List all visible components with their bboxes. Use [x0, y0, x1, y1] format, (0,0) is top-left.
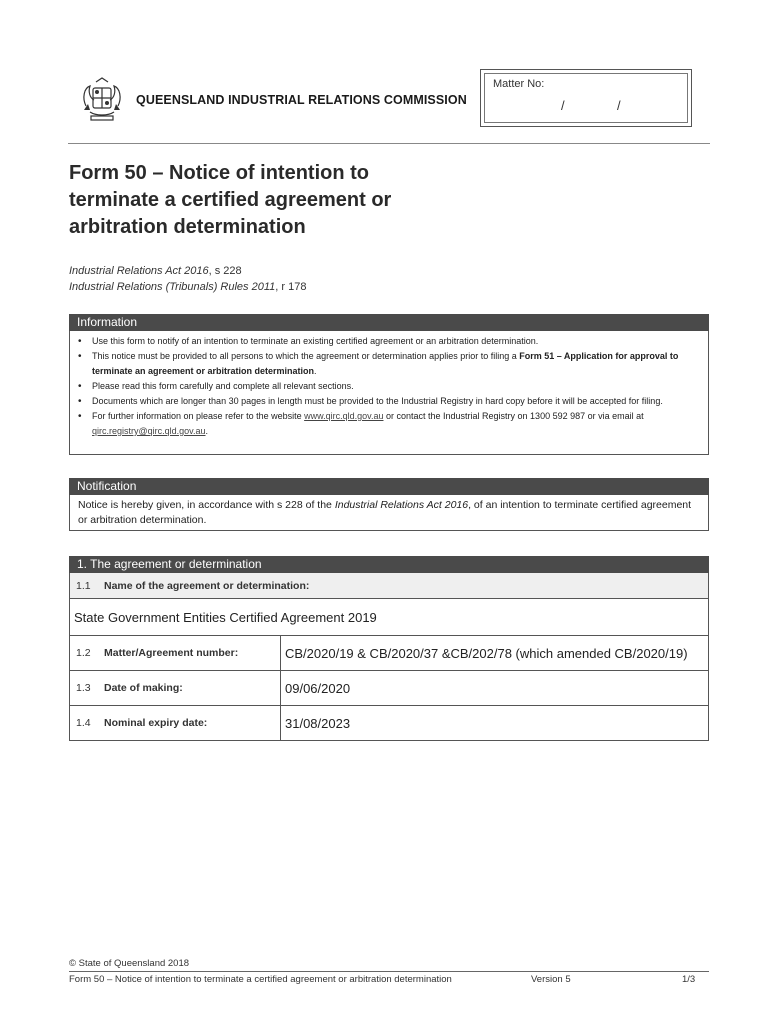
- list-item-text: This notice must be provided to all persons to which the agreement or determination applies prior to filing a: [92, 351, 520, 361]
- matter-number-box[interactable]: [480, 69, 692, 127]
- act-name: Industrial Relations Act 2016: [69, 265, 209, 277]
- nominal-expiry-date-label: [70, 706, 280, 740]
- list-item: [78, 409, 700, 439]
- nominal-expiry-date-field[interactable]: 31/08/2023: [280, 706, 708, 740]
- organisation-name: QUEENSLAND INDUSTRIAL RELATIONS COMMISSION: [136, 93, 467, 107]
- form-title: [69, 160, 489, 241]
- information-list: [70, 331, 708, 443]
- rules-name: Industrial Relations (Tribunals) Rules 2011: [69, 281, 276, 293]
- list-item-text: .: [314, 366, 317, 376]
- list-item-text: .: [205, 426, 209, 436]
- list-item-text: For further information on please refer to the website: [92, 411, 305, 421]
- matter-agreement-number-field[interactable]: CB/2020/19 & CB/2020/37 &CB/202/78 (which amended CB/2020/19): [280, 636, 708, 670]
- notification-heading: Notification: [69, 478, 709, 495]
- form-title-line: arbitration determination: [69, 216, 306, 238]
- notification-text: [70, 495, 708, 531]
- information-heading: Information: [69, 314, 709, 331]
- question-label: Nominal expiry date:: [104, 717, 208, 729]
- question-label: Name of the agreement or determination:: [104, 579, 310, 592]
- date-of-making-label: [70, 671, 280, 705]
- agreement-name-question: [69, 573, 709, 599]
- matter-number-label: Matter No:: [493, 78, 545, 90]
- act-reference: [69, 263, 306, 279]
- email-link[interactable]: qirc.registry@qirc.qld.gov.au: [92, 426, 206, 436]
- notification-act-name: Industrial Relations Act 2016: [334, 499, 469, 511]
- queensland-crest-icon: [76, 76, 128, 124]
- list-item: • Use this form to notify of an intention to terminate an existing certified agreement or an arbitration determination.: [78, 334, 700, 349]
- footer-copyright: © State of Queensland 2018: [69, 958, 190, 969]
- act-section: , s 228: [208, 265, 242, 277]
- legislation-references: [69, 263, 306, 295]
- question-label: Date of making:: [104, 682, 183, 694]
- footer-form-name: Form 50 – Notice of intention to terminate a certified agreement or arbitration determination: [69, 974, 452, 985]
- list-item: [78, 349, 700, 379]
- question-number: 1.3: [76, 682, 91, 694]
- header-divider: [68, 143, 710, 144]
- question-number: 1.2: [76, 647, 91, 659]
- footer-version: Version 5: [531, 974, 571, 985]
- form-title-line: terminate a certified agreement or: [69, 189, 392, 211]
- website-link[interactable]: www.qirc.qld.gov.au: [304, 411, 384, 421]
- list-item-text: or contact the Industrial Registry on 1300 592 987 or via email at: [383, 411, 644, 421]
- notification-text-part: Notice is hereby given, in accordance with s 228 of the: [78, 499, 335, 511]
- matter-agreement-number-label: [70, 636, 280, 670]
- form-title-line: Form 50 – Notice of intention to: [69, 162, 370, 184]
- rules-section: , r 178: [275, 281, 307, 293]
- matter-agreement-number-row: [69, 636, 709, 671]
- list-item: • Documents which are longer than 30 pages in length must be provided to the Industrial Registry in hard copy before it will be accepted for filing.: [78, 394, 700, 409]
- date-of-making-row: [69, 671, 709, 706]
- agreement-name-field[interactable]: State Government Entities Certified Agreement 2019: [69, 599, 709, 636]
- matter-number-separator: /: [617, 98, 621, 113]
- footer-page-number: 1/3: [682, 974, 696, 985]
- matter-number-separator: /: [561, 98, 565, 113]
- rules-reference: [69, 279, 306, 295]
- list-item: • Please read this form carefully and complete all relevant sections.: [78, 379, 700, 394]
- question-number: 1.1: [76, 579, 91, 592]
- notification-section: [69, 495, 709, 531]
- notification-text-part: , of an intention to terminate certified agreement or arbitration determination.: [78, 499, 692, 526]
- question-label: Matter/Agreement number:: [104, 647, 239, 659]
- section-1-heading: 1. The agreement or determination: [69, 556, 709, 573]
- nominal-expiry-date-row: [69, 706, 709, 741]
- date-of-making-field[interactable]: 09/06/2020: [280, 671, 708, 705]
- information-section: [69, 331, 709, 455]
- question-number: 1.4: [76, 717, 91, 729]
- footer-divider: [69, 971, 709, 972]
- form-51-reference: Form 51 – Application for approval to terminate an agreement or arbitration determination: [92, 351, 679, 376]
